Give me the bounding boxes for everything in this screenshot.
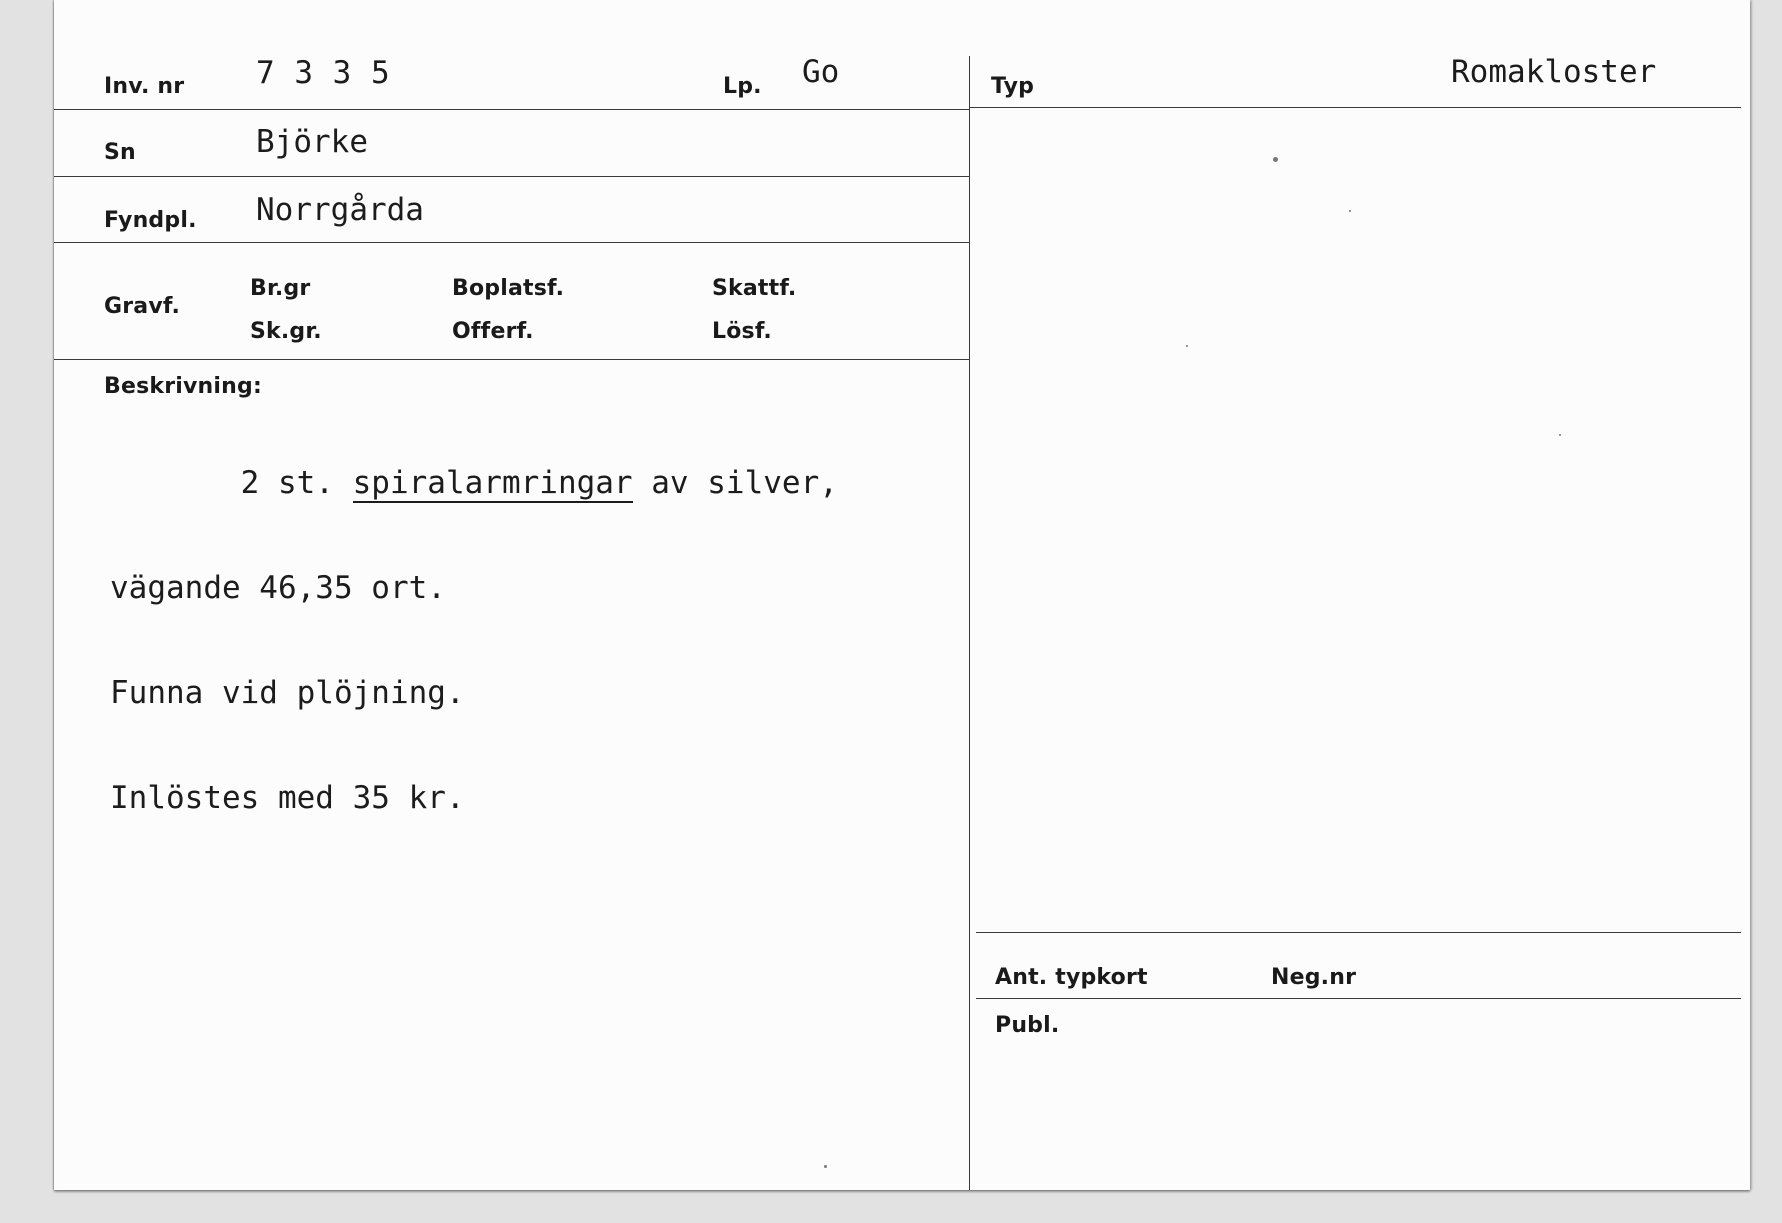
column-divider [969, 56, 970, 1190]
fyndpl-label: Fyndpl. [104, 208, 197, 233]
description-line-1-start: 2 st. [110, 465, 353, 501]
dust-speck [1273, 157, 1278, 162]
row-divider-typ [969, 107, 1741, 108]
row-divider-typkort-top [976, 932, 1741, 933]
gravf-label: Gravf. [104, 294, 181, 319]
br-gr-label: Br.gr [250, 276, 311, 301]
row-divider-inv [54, 109, 969, 110]
dust-speck [1559, 434, 1561, 436]
lp-label: Lp. [723, 74, 762, 99]
skattf-label: Skattf. [712, 276, 797, 301]
sn-value: Björke [256, 124, 368, 160]
typ-label: Typ [991, 74, 1035, 99]
dust-speck [1186, 345, 1188, 347]
fyndpl-value: Norrgårda [256, 192, 424, 228]
inv-nr-label: Inv. nr [104, 74, 185, 99]
inv-nr-value: 7 3 3 5 [256, 55, 391, 91]
offerf-label: Offerf. [452, 319, 534, 344]
row-divider-publ [976, 998, 1741, 999]
neg-nr-label: Neg.nr [1271, 965, 1357, 990]
description-line-4: Inlöstes med 35 kr. [110, 780, 465, 816]
row-divider-fyndpl [54, 242, 969, 243]
description-line-1 [110, 466, 838, 501]
row-divider-gravf [54, 359, 969, 360]
row-divider-sn [54, 176, 969, 177]
dust-speck [1349, 210, 1351, 212]
dust-speck [824, 1165, 827, 1168]
description-text [110, 396, 838, 886]
publ-label: Publ. [995, 1013, 1060, 1038]
sk-gr-label: Sk.gr. [250, 319, 322, 344]
typ-value: Romakloster [1451, 54, 1657, 90]
ant-typkort-label: Ant. typkort [995, 965, 1148, 990]
description-line-1-end: av silver, [632, 465, 838, 501]
lp-value: Go [802, 54, 840, 90]
catalog-card [54, 0, 1750, 1190]
losf-label: Lösf. [712, 319, 772, 344]
description-line-3: Funna vid plöjning. [110, 675, 465, 711]
description-line-2: vägande 46,35 ort. [110, 570, 446, 606]
boplatsf-label: Boplatsf. [452, 276, 565, 301]
underlined-term: spiralarmringar [352, 465, 633, 501]
sn-label: Sn [104, 140, 136, 165]
beskrivning-label: Beskrivning: [104, 374, 262, 399]
